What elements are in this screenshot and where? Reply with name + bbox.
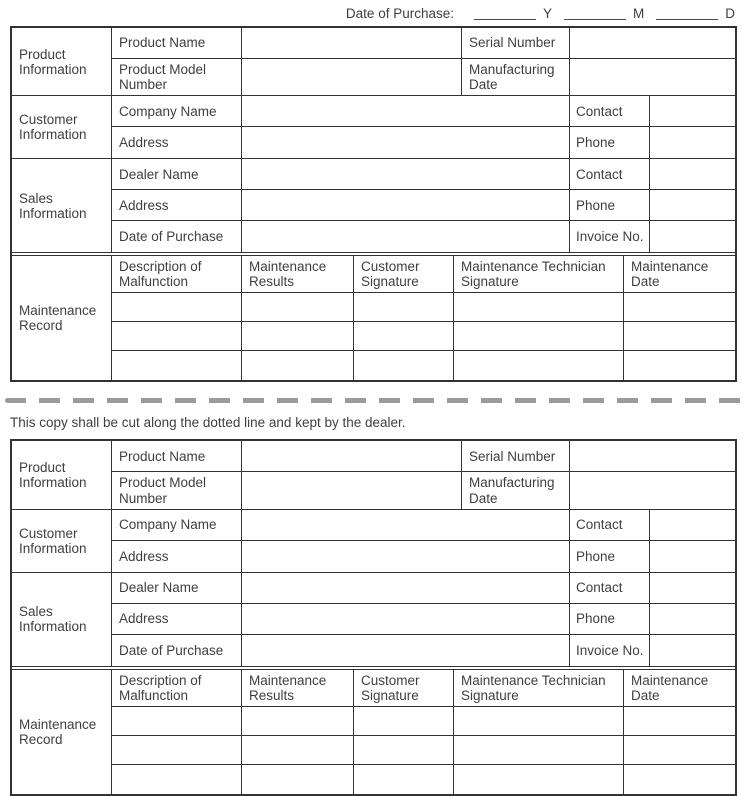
dealer-name-value [242, 159, 570, 189]
maintenance-cell [242, 293, 354, 321]
day-blank-line [656, 7, 718, 20]
company-name-value [242, 96, 570, 126]
maintenance-cell [242, 765, 354, 794]
form-row [112, 28, 735, 59]
maintenance-empty-row [112, 736, 735, 765]
invoice-no-value [650, 635, 735, 666]
maintenance-cell [112, 351, 242, 380]
maintenance-cell [354, 736, 454, 764]
maintenance-cell [624, 293, 735, 321]
phone-value [650, 127, 735, 158]
col-maintenance-date: Maintenance Date [631, 672, 709, 703]
manufacturing-date-value [570, 59, 735, 95]
section-label-maintenance: Maintenance Record [12, 256, 112, 380]
form-row [112, 159, 735, 190]
form-row [112, 441, 735, 472]
section-label-customer: Customer Information [12, 96, 112, 158]
maintenance-cell [242, 351, 354, 380]
section-label-customer: Customer Information [12, 510, 112, 572]
year-unit-label: Y [542, 6, 552, 21]
dealer-contact-value [650, 573, 735, 603]
maintenance-cell [624, 351, 735, 380]
date-of-purchase-value [242, 635, 570, 666]
serial-number-label: Serial Number [462, 28, 570, 58]
product-name-value [242, 28, 462, 58]
section-label-product: Product Information [12, 441, 112, 508]
product-model-number-label: Product Model Number [112, 59, 242, 95]
product-model-number-label: Product Model Number [112, 472, 242, 508]
maintenance-cell [242, 322, 354, 350]
dealer-address-label: Address [112, 604, 242, 634]
product-name-value [242, 441, 462, 471]
dealer-address-value [242, 604, 570, 634]
phone-label: Phone [570, 127, 650, 158]
maintenance-header-row [112, 256, 735, 293]
contact-value [650, 96, 735, 126]
dealer-name-label: Dealer Name [112, 573, 242, 603]
dealer-phone-label: Phone [570, 190, 650, 220]
col-maintenance-results: Maintenance Results [242, 670, 354, 706]
maintenance-cell [242, 707, 354, 735]
contact-value [650, 510, 735, 540]
cut-note-text: This copy shall be cut along the dotted line and kept by the dealer. [10, 415, 406, 431]
invoice-no-value [650, 221, 735, 252]
address-label: Address [112, 541, 242, 572]
maintenance-cell [454, 736, 624, 764]
dealer-phone-value [650, 190, 735, 220]
maintenance-cell [454, 293, 624, 321]
dealer-contact-label: Contact [570, 159, 650, 189]
product-model-number-value [242, 59, 462, 95]
sales-information-section [12, 573, 735, 666]
section-label-sales: Sales Information [12, 159, 112, 252]
product-name-label: Product Name [112, 28, 242, 58]
date-of-purchase-field-label: Date of Purchase [112, 635, 242, 666]
maintenance-empty-row [112, 707, 735, 736]
company-name-label: Company Name [112, 510, 242, 540]
month-unit-label: M [633, 6, 645, 21]
address-label: Address [112, 127, 242, 158]
date-of-purchase-label: Date of Purchase: [345, 6, 454, 21]
maintenance-cell [354, 293, 454, 321]
invoice-no-label: Invoice No. [570, 221, 650, 252]
form-row [112, 635, 735, 666]
col-maintenance-technician-signature: Maintenance Technician Signature [454, 670, 624, 706]
form-row [112, 510, 735, 541]
date-of-purchase-field-label: Date of Purchase [112, 221, 242, 252]
col-description-of-malfunction: Description of Malfunction [112, 670, 242, 706]
invoice-no-label: Invoice No. [570, 635, 650, 666]
col-maintenance-date: Maintenance Date [631, 259, 709, 290]
maintenance-cell [112, 293, 242, 321]
maintenance-cell [624, 736, 735, 764]
maintenance-cell [454, 351, 624, 380]
customer-information-section [12, 96, 735, 159]
warranty-form-table [10, 439, 737, 795]
maintenance-cell [454, 765, 624, 794]
col-maintenance-results: Maintenance Results [242, 256, 354, 292]
maintenance-record-section [12, 252, 735, 380]
maintenance-empty-row [112, 293, 735, 322]
maintenance-empty-row [112, 765, 735, 794]
product-information-section [12, 28, 735, 96]
day-unit-label: D [725, 6, 735, 21]
address-value [242, 541, 570, 572]
serial-number-label: Serial Number [462, 441, 570, 471]
dealer-phone-label: Phone [570, 604, 650, 634]
maintenance-cell [624, 707, 735, 735]
address-value [242, 127, 570, 158]
section-label-product: Product Information [12, 28, 112, 95]
dealer-address-value [242, 190, 570, 220]
contact-label: Contact [570, 96, 650, 126]
month-blank-line [564, 7, 626, 20]
form-row [112, 472, 735, 508]
product-model-number-value [242, 472, 462, 508]
form-row [112, 573, 735, 604]
dealer-contact-label: Contact [570, 573, 650, 603]
date-of-purchase-value [242, 221, 570, 252]
maintenance-cell [242, 736, 354, 764]
dealer-name-value [242, 573, 570, 603]
form-row [112, 127, 735, 158]
maintenance-cell [354, 707, 454, 735]
dealer-address-label: Address [112, 190, 242, 220]
contact-label: Contact [570, 510, 650, 540]
maintenance-cell [354, 322, 454, 350]
product-name-label: Product Name [112, 441, 242, 471]
serial-number-value [570, 441, 735, 471]
year-blank-line [474, 7, 536, 20]
form-row [112, 221, 735, 252]
form-row [112, 96, 735, 127]
maintenance-cell [112, 707, 242, 735]
col-maintenance-technician-signature: Maintenance Technician Signature [454, 256, 624, 292]
maintenance-empty-row [112, 322, 735, 351]
section-label-maintenance: Maintenance Record [12, 670, 112, 794]
warranty-form-copy-1 [10, 26, 737, 382]
customer-information-section [12, 510, 735, 573]
col-description-of-malfunction: Description of Malfunction [112, 256, 242, 292]
phone-value [650, 541, 735, 572]
manufacturing-date-label: Manufacturing Date [462, 59, 570, 95]
maintenance-record-section [12, 666, 735, 794]
col-customer-signature: Customer Signature [354, 670, 454, 706]
section-label-sales: Sales Information [12, 573, 112, 666]
serial-number-value [570, 28, 735, 58]
maintenance-cell [112, 736, 242, 764]
dealer-phone-value [650, 604, 735, 634]
col-customer-signature: Customer Signature [354, 256, 454, 292]
form-row [112, 541, 735, 572]
phone-label: Phone [570, 541, 650, 572]
cut-dashed-line [5, 398, 742, 403]
manufacturing-date-value [570, 472, 735, 508]
maintenance-cell [624, 765, 735, 794]
maintenance-cell [454, 322, 624, 350]
maintenance-cell [354, 351, 454, 380]
company-name-value [242, 510, 570, 540]
form-row [112, 59, 735, 95]
warranty-form-table [10, 26, 737, 382]
maintenance-empty-row [112, 351, 735, 380]
company-name-label: Company Name [112, 96, 242, 126]
product-information-section [12, 441, 735, 509]
dealer-contact-value [650, 159, 735, 189]
manufacturing-date-label: Manufacturing Date [462, 472, 570, 508]
form-row [112, 190, 735, 221]
form-row [112, 604, 735, 635]
maintenance-cell [354, 765, 454, 794]
maintenance-cell [454, 707, 624, 735]
maintenance-cell [624, 322, 735, 350]
date-of-purchase-header [10, 4, 737, 21]
maintenance-cell [112, 322, 242, 350]
sales-information-section [12, 159, 735, 252]
warranty-form-copy-2 [10, 439, 737, 795]
maintenance-cell [112, 765, 242, 794]
maintenance-header-row [112, 670, 735, 707]
dealer-name-label: Dealer Name [112, 159, 242, 189]
